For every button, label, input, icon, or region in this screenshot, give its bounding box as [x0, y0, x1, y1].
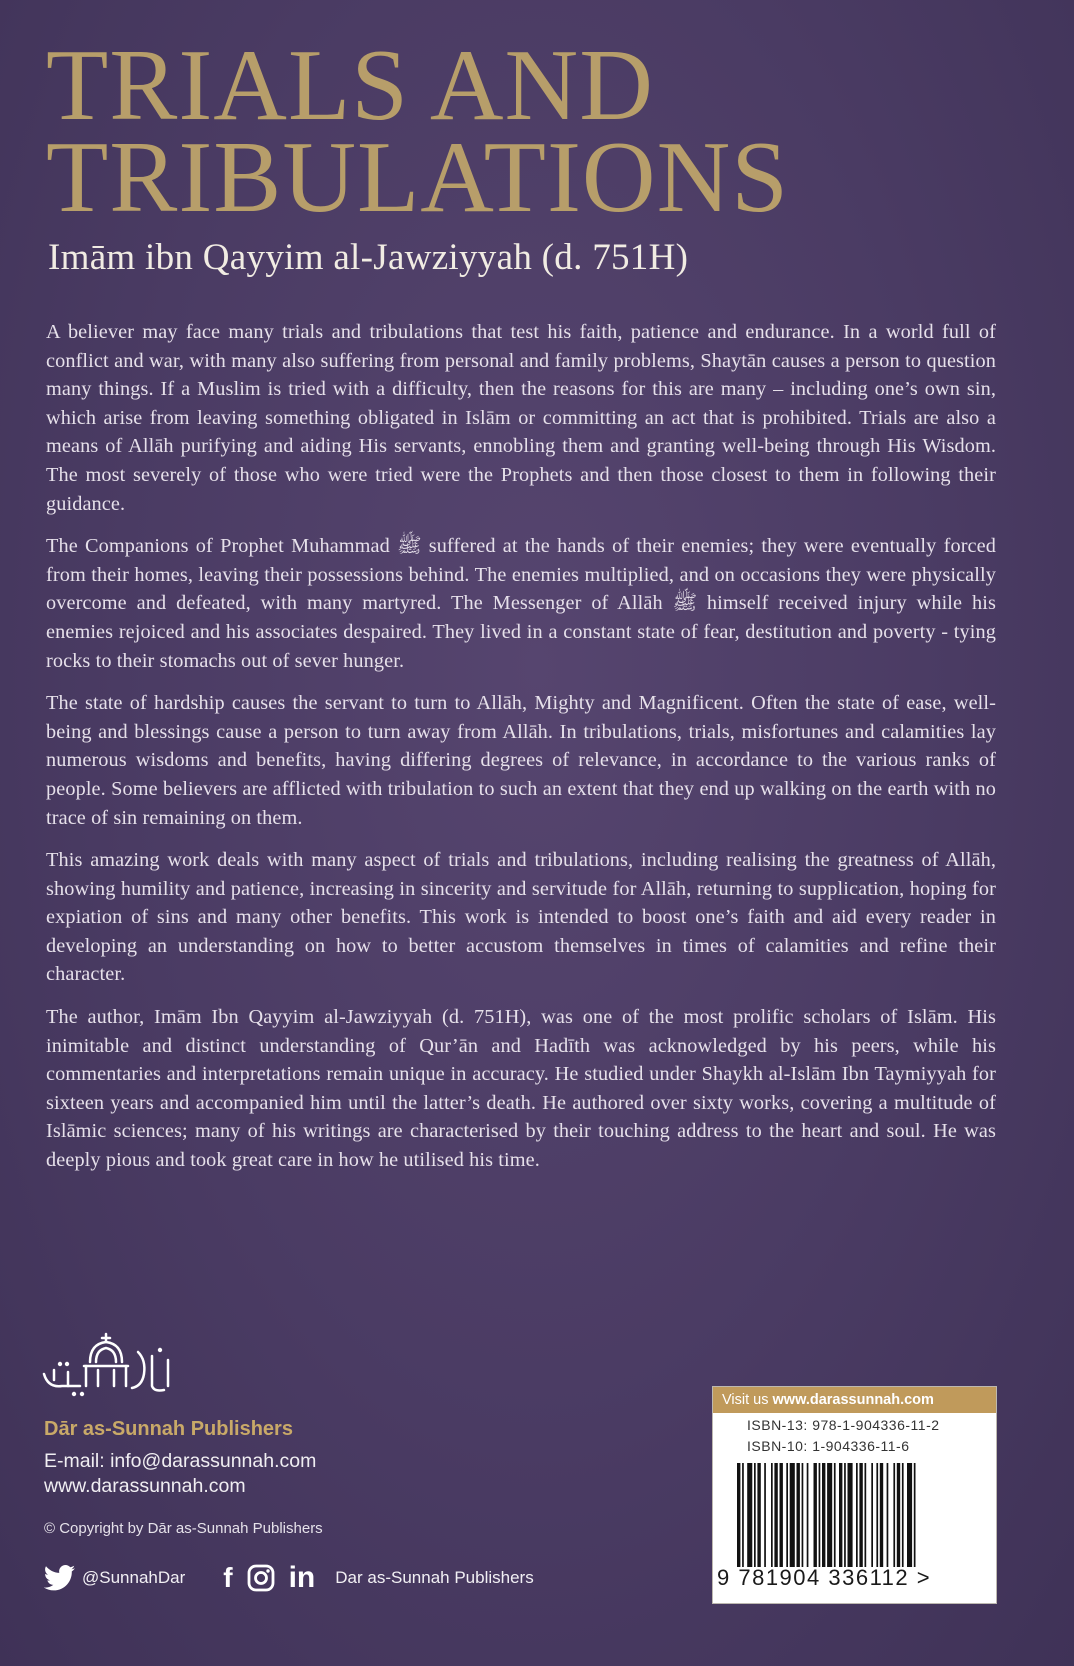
- visit-us-url[interactable]: www.darassunnah.com: [772, 1392, 934, 1408]
- isbn-barcode-panel: [712, 1386, 997, 1604]
- barcode-icon: [737, 1463, 973, 1567]
- barcode-bar: [848, 1463, 853, 1567]
- blurb-paragraph: A believer may face many trials and tribulations that test his faith, patience and endurance. In a world full of conflict and war, with many also suffering from personal and family problems, Shaytān causes a person to question many things. If a Muslim is tried with a difficulty, then the reasons for this are many – including one’s own sin, which arise from leaving something obligated in Islām or committing an act that is prohibited. Trials are also a means of Allāh purifying and aiding His servants, ennobling them and granting well-being through His Wisdom. The most severely of those who were tried were the Prophets and then those closest to them in following their guidance.: [46, 321, 996, 515]
- visit-us-banner: [713, 1387, 996, 1413]
- barcode-bar: [802, 1463, 804, 1567]
- blurb-paragraph: This amazing work deals with many aspect of trials and tribulations, including realising the greatness of Allāh, showing humility and patience, increasing in sincerity and servitude for Allāh, returning to supplication, hoping for expiation of sins and many other benefits. This work is intended to boost one’s faith and aid every reader in developing an understanding on how to better accustom themselves in times of calamities and refine their character.: [46, 849, 996, 986]
- twitter-icon[interactable]: [44, 1565, 76, 1591]
- barcode-bar: [797, 1463, 800, 1567]
- social-page-name[interactable]: Dar as-Sunnah Publishers: [335, 1568, 534, 1587]
- barcode-bar: [887, 1463, 889, 1567]
- publisher-email[interactable]: E-mail: info@darassunnah.com: [44, 1450, 317, 1472]
- barcode-bar: [834, 1463, 836, 1567]
- barcode-bar: [876, 1463, 878, 1567]
- dar-as-sunnah-logo-icon: [40, 1330, 180, 1402]
- publisher-name: Dār as-Sunnah Publishers: [44, 1418, 293, 1440]
- barcode-bar: [807, 1463, 809, 1567]
- book-title-line-2: TRIBULATIONS: [46, 121, 789, 234]
- barcode-digits: 9 781904 336112 >: [717, 1565, 932, 1590]
- barcode-bar: [839, 1463, 842, 1567]
- barcode-bar: [914, 1463, 916, 1567]
- instagram-icon[interactable]: [247, 1564, 275, 1592]
- barcode-bar: [814, 1463, 817, 1567]
- barcode-bar: [907, 1463, 912, 1567]
- barcode-bar: [747, 1463, 752, 1567]
- copyright-notice: © Copyright by Dār as-Sunnah Publishers: [44, 1520, 323, 1537]
- barcode-bar: [774, 1463, 777, 1567]
- blurb-paragraph: The state of hardship causes the servant to turn to Allāh, Mighty and Magnificent. Often the state of ease, well-being and blessings cause a person to turn away from Allāh. In tribulations, trials, misfortunes and calamities lay numerous wisdoms and benefits, having differing degrees of relevance, in accordance to the various ranks of people. Some believers are afflicted with tribulation to such an extent that they end up walking on the earth with no trace of sin remaining on them.: [46, 692, 996, 829]
- barcode-bar: [764, 1463, 766, 1567]
- barcode-bar: [737, 1463, 740, 1567]
- barcode-bar: [893, 1463, 895, 1567]
- barcode-bar: [754, 1463, 756, 1567]
- barcode-bar: [786, 1463, 788, 1567]
- blurb-paragraph: The author, Imām Ibn Qayyim al-Jawziyyah (d. 751H), was one of the most prolific scholars of Islām. His inimitable and distinct understanding of Qur’ān and Hadīth was acknowledged by his peers, while his commentaries and interpretations remain unique in accuracy. He studied under Shaykh al-Islām Ibn Taymiyyah for sixteen years and accompanied him until the latter’s death. He authored over sixty works, covering a multitude of Islāmic sciences; many of his writings are characterised by their touching address to the heart and soul. He was deeply pious and took great care in how he utilised his time.: [46, 1006, 996, 1172]
- barcode-bar: [856, 1463, 858, 1567]
- barcode-bar: [844, 1463, 846, 1567]
- book-author: Imām ibn Qayyim al-Jawziyyah (d. 751H): [48, 237, 689, 278]
- facebook-icon[interactable]: f: [223, 1562, 233, 1593]
- twitter-handle[interactable]: @SunnahDar: [82, 1568, 186, 1587]
- barcode-bar: [822, 1463, 825, 1567]
- barcode-bar: [757, 1463, 760, 1567]
- barcode-bar: [790, 1463, 795, 1567]
- barcode-bar: [780, 1463, 783, 1567]
- visit-us-label: Visit us: [722, 1392, 773, 1408]
- barcode-bar: [880, 1463, 883, 1567]
- barcode-bar: [859, 1463, 862, 1567]
- barcode-bar: [865, 1463, 867, 1567]
- barcode-bar: [871, 1463, 873, 1567]
- publisher-website[interactable]: www.darassunnah.com: [44, 1475, 246, 1497]
- isbn-10: ISBN-10: 1-904336-11-6: [747, 1438, 910, 1454]
- barcode-bar: [827, 1463, 832, 1567]
- isbn-13: ISBN-13: 978-1-904336-11-2: [747, 1417, 940, 1433]
- blurb-paragraph: The Companions of Prophet Muhammad ﷺ suffered at the hands of their enemies; they were eventually forced from their homes, leaving their possessions behind. The enemies multiplied, and on occasions they were physically overcome and defeated, with many martyred. The Messenger of Allāh ﷺ himself received injury while his enemies rejoiced and his associates despaired. They lived in a constant state of fear, destitution and poverty - tying rocks to their stomachs out of sever hunger.: [46, 535, 996, 672]
- book-title-line-1: TRIALS AND: [46, 29, 654, 142]
- barcode-bar: [819, 1463, 821, 1567]
- barcode-bar: [897, 1463, 900, 1567]
- book-title: [46, 29, 789, 234]
- blurb-text: [46, 318, 996, 1189]
- barcode-bar: [771, 1463, 773, 1567]
- barcode-bar: [742, 1463, 744, 1567]
- barcode-bar: [902, 1463, 904, 1567]
- publisher-contact: [44, 1418, 316, 1499]
- linkedin-icon[interactable]: in: [288, 1561, 316, 1594]
- social-links: [44, 1560, 534, 1596]
